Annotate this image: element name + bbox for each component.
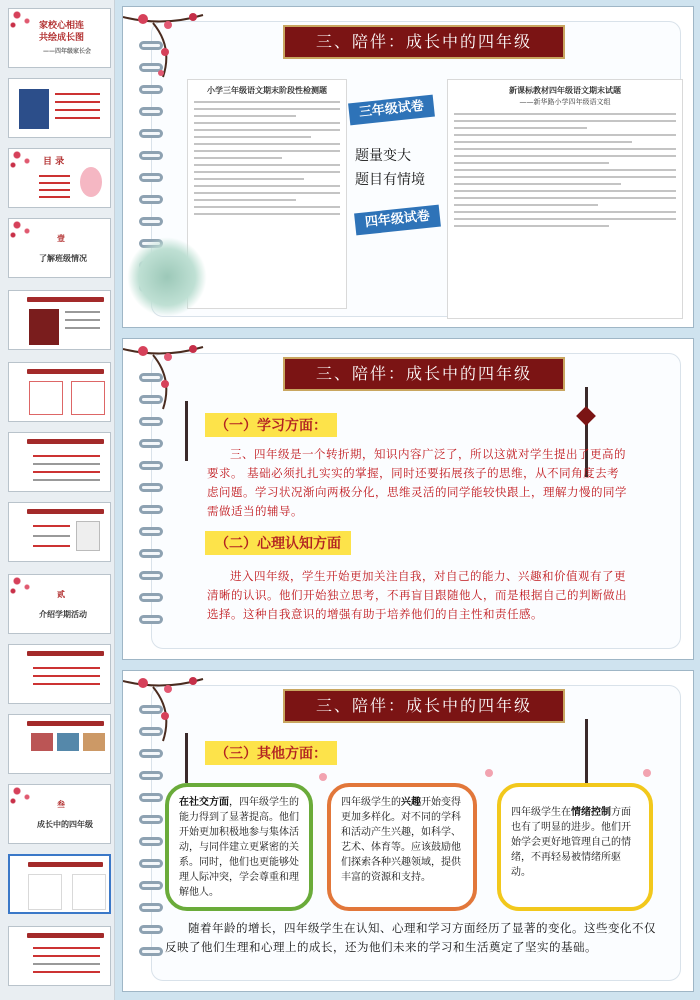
thumb-section-number: 贰 xyxy=(57,589,65,599)
exam-paper-image xyxy=(72,874,106,910)
grade4-exam-paper xyxy=(447,79,683,319)
plum-blossom-icon xyxy=(9,219,35,241)
emotion-prefix: 四年级学生在 xyxy=(511,807,571,818)
slide-thumbnail-13[interactable] xyxy=(8,854,111,914)
photo-image xyxy=(31,733,53,751)
slide-thumbnail-7[interactable] xyxy=(8,432,111,492)
slide-thumbnail-8[interactable] xyxy=(8,502,111,562)
interest-text: 开始变得更加多样化。对不同的学科和活动产生兴趣，如科学、艺术、体育等。应该鼓励他们探索各种兴趣领域，提供丰富的资源和支持。 xyxy=(341,797,461,883)
thumb-section-number: 叁 xyxy=(57,799,65,809)
chinese-knot-decoration xyxy=(185,733,188,783)
text-box xyxy=(71,381,105,415)
slide-thumbnail-5[interactable] xyxy=(8,290,111,350)
chinese-knot-decoration xyxy=(185,401,188,461)
slide-thumbnail-9[interactable] xyxy=(8,574,111,634)
text-box xyxy=(29,381,63,415)
note-line-1: 题量变大 xyxy=(355,148,411,164)
thumb-section-title: 了解班级情况 xyxy=(39,253,87,263)
social-text: ，四年级学生的能力得到了显著提高。他们开始更加积极地参与集体活动，与同伴建立更紧密的关系。同时，他们也更能够处理人际冲突，学会尊重和理解他人。 xyxy=(179,797,299,898)
slide-thumbnail-10[interactable] xyxy=(8,644,111,704)
section-heading-study: （一）学习方面： xyxy=(205,413,337,437)
slide-thumbnail-2[interactable] xyxy=(8,78,111,138)
book-image xyxy=(19,89,49,129)
slide-thumbnail-14[interactable] xyxy=(8,926,111,986)
slide-thumbnail-6[interactable] xyxy=(8,362,111,422)
slide-title-banner: 三、陪伴：成长中的四年级 xyxy=(283,689,565,723)
photo-image xyxy=(83,733,105,751)
note-line-2: 题目有情境 xyxy=(355,172,425,188)
slide-thumbnail-panel xyxy=(0,0,115,1000)
slide-study-psychology[interactable] xyxy=(122,338,694,660)
section-heading-other: （三）其他方面： xyxy=(205,741,337,765)
grade3-exam-paper xyxy=(187,79,347,309)
flower-icon xyxy=(319,773,327,781)
plum-blossom-icon xyxy=(9,785,35,807)
social-keyword: 在社交方面 xyxy=(179,797,229,808)
interest-prefix: 四年级学生的 xyxy=(341,797,401,808)
slide-title-banner: 三、陪伴：成长中的四年级 xyxy=(283,357,565,391)
psychology-paragraph: 进入四年级，学生开始更加关注自我，对自己的能力、兴趣和价值观有了更清晰的认识。他们开始独立思考，不再盲目跟随他人，而是根据自己的判断做出选择。这种自我意识的增强有助于培养他们的自主性和责任感。 xyxy=(207,569,627,621)
plum-blossom-icon xyxy=(9,149,35,171)
emotion-keyword: 情绪控制 xyxy=(571,807,611,818)
exam-paper-title: 新课标教材四年级语文期末试题 xyxy=(509,85,621,95)
thumb-section-number: 壹 xyxy=(57,233,65,243)
emotion-text: 方面也有了明显的进步。他们开始学会更好地管理自己的情绪，不再轻易被情绪所驱动。 xyxy=(511,807,631,878)
slide-thumbnail-11[interactable] xyxy=(8,714,111,774)
slide-title-banner: 三、陪伴：成长中的四年级 xyxy=(283,25,565,59)
section-heading-psychology: （二）心理认知方面 xyxy=(205,531,351,555)
thumb-title-line2: 共绘成长图 xyxy=(39,33,85,43)
plum-blossom-icon xyxy=(9,575,35,597)
summary-paragraph: 随着年龄的增长，四年级学生在认知、心理和学习方面经历了显著的变化。这些变化不仅反映了他们生理和心理上的成长，还为他们未来的学习和生活奠定了坚实的基础。 xyxy=(165,921,656,954)
thumb-subtitle: ——四年级家长会 xyxy=(43,48,92,55)
chinese-knot-decoration xyxy=(585,719,588,789)
interest-keyword: 兴趣 xyxy=(401,797,421,808)
slide-thumbnail-4[interactable] xyxy=(8,218,111,278)
interest-info-box xyxy=(327,783,477,911)
flower-icon xyxy=(485,769,493,777)
slide-thumbnail-3[interactable] xyxy=(8,148,111,208)
thumb-title: 目 录 xyxy=(43,157,65,167)
exam-paper-subtitle: ——新华路小学四年级语文组 xyxy=(519,98,611,106)
flower-image xyxy=(80,167,102,197)
slide-other-aspects[interactable] xyxy=(122,670,694,992)
social-info-box xyxy=(165,783,313,911)
thumb-section-title: 介绍学期活动 xyxy=(39,609,87,619)
exam-paper-image xyxy=(28,874,62,910)
grade4-label: 四年级试卷 xyxy=(354,205,441,236)
thumb-title-line1: 家校心相连 xyxy=(39,21,85,31)
document-image xyxy=(76,521,100,551)
slide-exam-papers[interactable] xyxy=(122,6,694,328)
lotus-decoration-image xyxy=(127,237,207,317)
photo-image xyxy=(57,733,79,751)
photo-image xyxy=(29,309,59,345)
grade3-label: 三年级试卷 xyxy=(348,95,435,126)
flower-icon xyxy=(643,769,651,777)
thumb-section-title: 成长中的四年级 xyxy=(37,819,93,829)
study-paragraph: 三、四年级是一个转折期，知识内容广泛了，所以这就对学生提出了更高的要求。 基础必须扎扎实实的掌握，同时还要拓展孩子的思维，从不同角度去考虑问题。学习状况渐向两极分化，思维灵活的同学能较快跟上，理解力慢的同学需做适当的辅导。 xyxy=(207,447,627,518)
slide-thumbnail-1[interactable] xyxy=(8,8,111,68)
emotion-info-box xyxy=(497,783,653,911)
exam-paper-title: 小学三年级语文期末阶段性检测题 xyxy=(207,85,327,95)
plum-blossom-icon xyxy=(9,9,35,31)
slide-thumbnail-12[interactable] xyxy=(8,784,111,844)
